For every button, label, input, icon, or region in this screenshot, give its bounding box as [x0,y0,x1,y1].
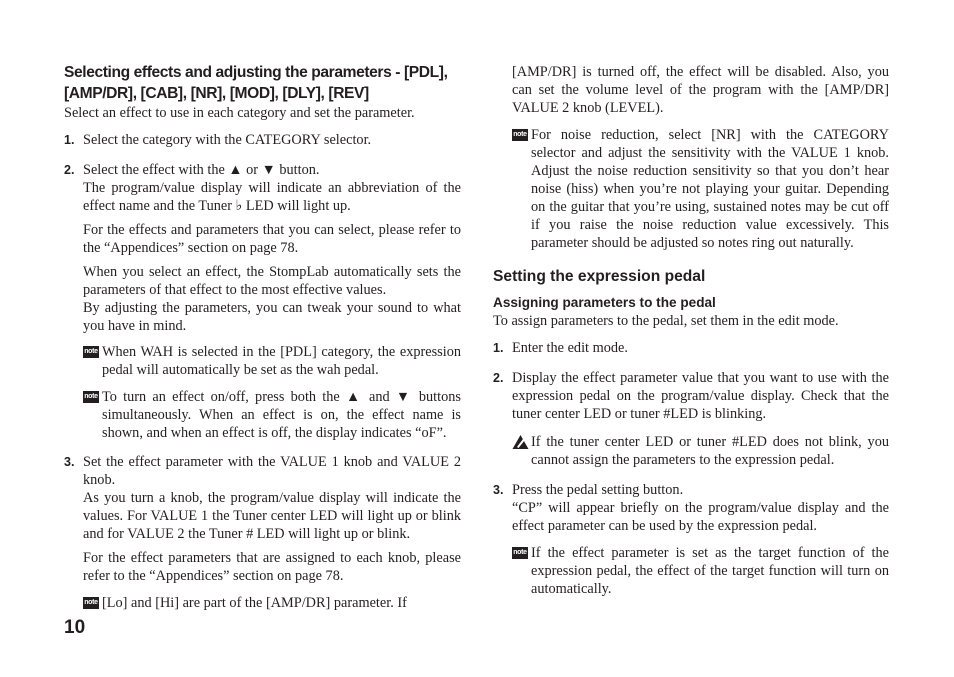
note-text: When WAH is selected in the [PDL] category, the expression pedal will automatically be set as the wah pedal. [102,344,461,378]
step-number: 2. [493,371,504,385]
section-intro: To assign parameters to the pedal, set them in the edit mode. [493,313,839,329]
step-paragraph: For the effect parameters that are assigned to each knob, please refer to the “Appendices” section on page 78. [83,550,461,584]
note-icon: note [83,597,99,609]
note-block [83,343,461,379]
continued-text: [AMP/DR] is turned off, the effect will be disabled. Also, you can set the volume level of the program with the [AMP/DR] VALUE 2 knob (LEVEL). [512,64,889,116]
step-number: 3. [493,483,504,497]
step-paragraph: For the effects and parameters that you can select, please refer to the “Appendices” section on page 78. [83,222,461,256]
left-column [64,62,461,612]
section-heading: Selecting effects and adjusting the parameters - [PDL], [AMP/DR], [CAB], [NR], [MOD], [DLY], [REV] [64,64,448,102]
note-block [512,544,889,598]
step-1 [493,339,889,357]
step-2 [64,161,461,442]
warning-block [512,433,889,469]
step-number: 1. [64,133,75,147]
step-detail: “CP” will appear briefly on the program/value display and the effect parameter can be used by the expression pedal. [512,500,889,534]
section-intro: Select an effect to use in each category and set the parameter. [64,105,415,121]
step-number: 2. [64,163,75,177]
step-number: 1. [493,341,504,355]
note-text: If the effect parameter is set as the target function of the expression pedal, the effect of the target function will turn on automatically. [531,545,889,597]
step-text: Enter the edit mode. [512,340,628,356]
step-text: Display the effect parameter value that you want to use with the expression pedal on the program/value display. Check that the tuner center LED or tuner #LED is blinking. [512,370,889,422]
step-1 [64,131,461,149]
step-3 [64,453,461,612]
note-text: To turn an effect on/off, press both the ▲ and ▼ buttons simultaneously. When an effect is on, the effect name is shown, and when an effect is off, the display indicates “oF”. [102,389,461,441]
step-text: Set the effect parameter with the VALUE 1 knob and VALUE 2 knob. [83,454,461,488]
subsection-heading: Assigning parameters to the pedal [493,295,716,310]
section-heading: Setting the expression pedal [493,268,706,285]
step-detail: The program/value display will indicate an abbreviation of the effect name and the Tuner ♭ LED will light up. [83,180,461,214]
step-3 [493,481,889,598]
step-2 [493,369,889,469]
note-block [493,126,889,252]
step-text: Press the pedal setting button. [512,482,684,498]
page-number: 10 [64,617,86,638]
step-text: Select the category with the CATEGORY selector. [83,132,372,148]
step-paragraph: When you select an effect, the StompLab automatically sets the parameters of that effect to the most effective values. [83,264,461,298]
right-column [493,63,889,598]
note-block [83,594,461,612]
note-icon: note [512,547,528,559]
note-icon: note [83,391,99,403]
note-icon: note [512,129,528,141]
step-paragraph: By adjusting the parameters, you can tweak your sound to what you have in mind. [83,300,461,334]
note-icon: note [83,346,99,358]
step-text: Select the effect with the ▲ or ▼ button. [83,162,320,178]
note-text: For noise reduction, select [NR] with the CATEGORY selector and adjust the sensitivity with the VALUE 1 knob. Adjust the noise reduction sensitivity so that you don’t hear noise (hiss) when you’re not playing your guitar. Depending on the guitar that you’re using, sustained notes may be cut off if you raise the noise reduction value excessively. This parameter should be adjusted so notes ring out naturally. [531,127,889,251]
step-number: 3. [64,455,75,469]
note-text: [Lo] and [Hi] are part of the [AMP/DR] parameter. If [102,595,407,611]
step-detail: As you turn a knob, the program/value display will indicate the values. For VALUE 1 the Tuner center LED will light up or blink and for VALUE 2 the Tuner # LED will light up or blink. [83,490,461,542]
note-block [83,388,461,442]
warning-text: If the tuner center LED or tuner #LED does not blink, you cannot assign the parameters to the expression pedal. [531,434,889,468]
warning-icon [512,434,529,450]
